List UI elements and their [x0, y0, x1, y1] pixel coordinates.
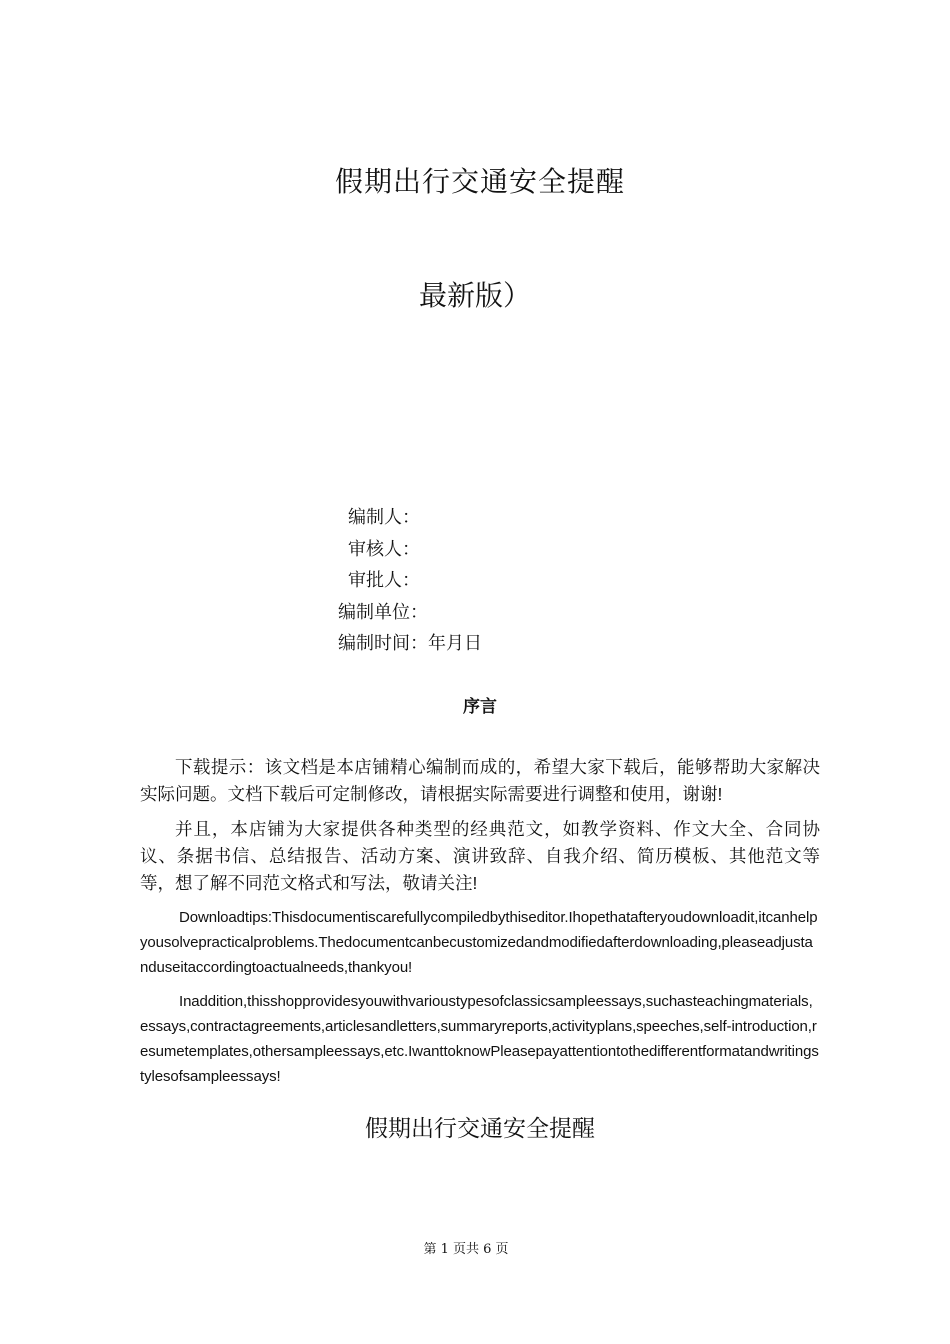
meta-time: 编制时间：年月日: [338, 633, 482, 654]
document-subtitle: 最新版）: [418, 279, 531, 312]
meta-compiler: 编制人：: [348, 507, 420, 528]
page-footer: 第 1 页共 6 页: [423, 1242, 509, 1257]
meta-approver: 审批人：: [348, 570, 420, 591]
preface-en-paragraph-1: Downloadtips:Thisdocumentiscarefullycompiledbythiseditor.Ihopethatafteryoudownloadit,itcanhelpyousolvepracticalproblems.Thedocumentcanbecustomizedandmodifiedafterdownloading,pleaseadjustanduseitaccordingtoactualneeds,thankyou!: [140, 909, 818, 976]
preface-heading: 序言: [463, 697, 497, 716]
preface-cn-paragraph-1: 下载提示：该文档是本店铺精心编制而成的，希望大家下载后，能够帮助大家解决实际问题。文档下载后可定制修改，请根据实际需要进行调整和使用，谢谢!: [140, 757, 820, 804]
meta-reviewer: 审核人：: [348, 538, 420, 560]
document-meta-block: [338, 502, 482, 660]
preface-cn-paragraph-2: 并且，本店铺为大家提供各种类型的经典范文，如教学资料、作文大全、合同协议、条据书信、总结报告、活动方案、演讲致辞、自我介绍、简历模板、其他范文等等，想了解不同范文格式和写法，敬请关注!: [140, 819, 820, 893]
preface-en-paragraph-2: Inaddition,thisshopprovidesyouwithvarioustypesofclassicsampleessays,suchasteachingmaterials,essays,contractagreements,articlesandletters,summaryreports,activityplans,speeches,self-introduction,resumetemplates,othersampleessays,etc.IwanttoknowPleasepayattentiontothedifferentformatandwritingstylesofsampleessays!: [140, 993, 819, 1085]
document-title: 假期出行交通安全提醒: [334, 165, 625, 198]
preface-body: [140, 754, 820, 1098]
section-title: 假期出行交通安全提醒: [365, 1116, 595, 1142]
meta-unit: 编制单位：: [338, 601, 428, 623]
